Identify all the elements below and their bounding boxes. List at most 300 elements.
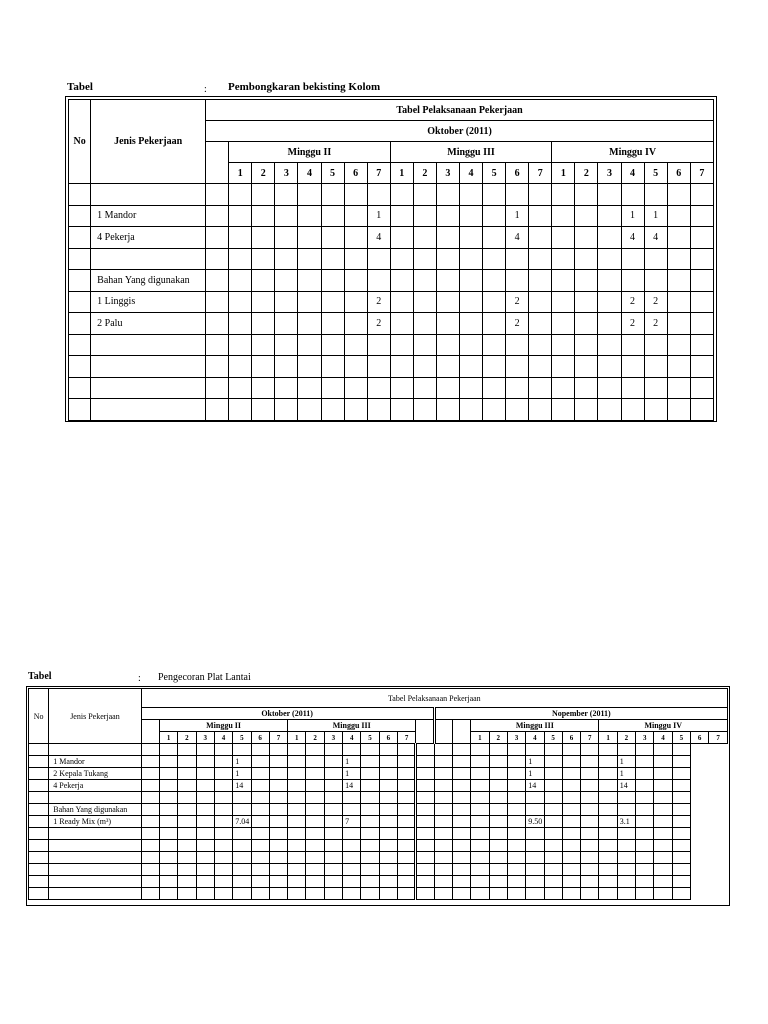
row-value <box>672 876 690 888</box>
table2-frame <box>26 686 730 906</box>
row-value <box>598 399 621 421</box>
row-job-name: Bahan Yang digunakan <box>91 270 206 292</box>
day-header: 3 <box>436 163 459 184</box>
row-job-name <box>49 876 141 888</box>
row-value <box>413 291 436 313</box>
row-value <box>288 792 306 804</box>
row-value <box>599 828 617 840</box>
row-value <box>552 227 575 249</box>
row-value <box>544 804 562 816</box>
row-value <box>672 828 690 840</box>
row-value <box>526 876 544 888</box>
row-value <box>141 828 159 840</box>
row-job-name <box>49 888 141 900</box>
row-value <box>599 744 617 756</box>
row-value <box>252 313 275 335</box>
table-row <box>29 744 728 756</box>
row-value <box>690 248 713 270</box>
row-value <box>269 876 287 888</box>
row-value <box>544 744 562 756</box>
row-job-name: 1 Linggis <box>91 291 206 313</box>
row-value <box>434 828 452 840</box>
row-value <box>269 888 287 900</box>
row-value <box>552 334 575 356</box>
row-value <box>298 399 321 421</box>
row-value <box>459 399 482 421</box>
day-header: 3 <box>507 732 525 744</box>
row-value <box>413 270 436 292</box>
row-value <box>178 852 196 864</box>
row-value <box>367 248 390 270</box>
row-value <box>452 804 470 816</box>
day-header: 2 <box>575 163 598 184</box>
row-spacer <box>206 205 229 227</box>
day-header: 6 <box>506 163 529 184</box>
row-value <box>452 780 470 792</box>
row-value <box>598 356 621 378</box>
row-value <box>483 205 506 227</box>
row-value <box>229 313 252 335</box>
row-value <box>344 377 367 399</box>
row-no <box>69 313 91 335</box>
row-value <box>506 377 529 399</box>
row-value <box>483 248 506 270</box>
row-value <box>229 205 252 227</box>
row-value <box>489 888 507 900</box>
row-value <box>344 356 367 378</box>
row-value: 1 <box>644 205 667 227</box>
row-value <box>344 313 367 335</box>
row-value <box>379 876 397 888</box>
row-value <box>599 816 617 828</box>
row-value <box>459 291 482 313</box>
row-job-name <box>49 840 141 852</box>
table-row <box>29 768 728 780</box>
row-value <box>489 828 507 840</box>
row-no <box>29 864 49 876</box>
row-value <box>178 792 196 804</box>
day-header: 6 <box>667 163 690 184</box>
job-header: Jenis Pekerjaan <box>91 100 206 184</box>
row-value <box>436 248 459 270</box>
row-value <box>459 313 482 335</box>
row-value <box>575 377 598 399</box>
row-value <box>361 768 379 780</box>
row-value <box>252 227 275 249</box>
row-value <box>361 792 379 804</box>
row-value <box>344 248 367 270</box>
row-value <box>141 840 159 852</box>
row-value <box>344 399 367 421</box>
row-value <box>229 270 252 292</box>
row-value <box>321 334 344 356</box>
row-value <box>298 291 321 313</box>
row-value <box>269 864 287 876</box>
table-row <box>29 816 728 828</box>
row-value <box>398 756 416 768</box>
row-spacer <box>206 334 229 356</box>
day-header: 3 <box>636 732 654 744</box>
row-value <box>141 768 159 780</box>
row-value: 14 <box>617 780 635 792</box>
row-value <box>599 804 617 816</box>
row-value <box>390 334 413 356</box>
row-value <box>434 852 452 864</box>
row-value <box>178 744 196 756</box>
row-value <box>379 780 397 792</box>
row-value <box>398 864 416 876</box>
row-value: 4 <box>621 227 644 249</box>
row-value <box>599 840 617 852</box>
row-value <box>275 356 298 378</box>
row-value <box>690 184 713 206</box>
row-value <box>489 864 507 876</box>
row-value <box>416 780 434 792</box>
row-value <box>214 816 232 828</box>
row-value: 2 <box>621 291 644 313</box>
row-spacer <box>206 356 229 378</box>
row-job-name: 2 Palu <box>91 313 206 335</box>
row-value <box>233 888 251 900</box>
row-value <box>690 270 713 292</box>
row-value <box>275 291 298 313</box>
row-value <box>298 270 321 292</box>
row-value <box>581 792 599 804</box>
row-value <box>636 756 654 768</box>
row-value <box>214 756 232 768</box>
row-value <box>141 864 159 876</box>
row-value <box>361 888 379 900</box>
row-value: 1 <box>526 756 544 768</box>
row-value <box>252 377 275 399</box>
row-value <box>667 313 690 335</box>
row-job-name: 1 Mandor <box>91 205 206 227</box>
row-value <box>654 816 672 828</box>
row-value <box>690 399 713 421</box>
day-header: 1 <box>390 163 413 184</box>
row-value <box>672 840 690 852</box>
row-value <box>452 876 470 888</box>
row-value <box>654 804 672 816</box>
row-value <box>324 840 342 852</box>
row-value <box>581 864 599 876</box>
row-value <box>306 756 324 768</box>
row-value <box>178 864 196 876</box>
row-value <box>471 804 489 816</box>
row-value <box>252 205 275 227</box>
row-value <box>644 399 667 421</box>
row-value <box>489 768 507 780</box>
row-value <box>436 291 459 313</box>
row-value <box>379 852 397 864</box>
row-value <box>507 756 525 768</box>
row-value <box>390 356 413 378</box>
row-value: 1 <box>621 205 644 227</box>
row-value <box>636 888 654 900</box>
row-value <box>471 828 489 840</box>
row-value <box>361 804 379 816</box>
row-no <box>69 184 91 206</box>
row-value <box>617 852 635 864</box>
row-value <box>269 840 287 852</box>
row-value <box>672 756 690 768</box>
row-value <box>324 768 342 780</box>
row-value <box>288 780 306 792</box>
row-value <box>459 334 482 356</box>
row-value <box>214 792 232 804</box>
row-value: 14 <box>343 780 361 792</box>
row-value <box>390 291 413 313</box>
row-value <box>214 864 232 876</box>
row-value <box>459 184 482 206</box>
row-value <box>506 270 529 292</box>
row-value <box>617 840 635 852</box>
row-value <box>434 840 452 852</box>
row-value <box>269 828 287 840</box>
day-header: 1 <box>229 163 252 184</box>
day-header: 3 <box>324 732 342 744</box>
row-value <box>416 768 434 780</box>
row-spacer <box>206 184 229 206</box>
row-value <box>507 792 525 804</box>
row-value <box>251 804 269 816</box>
row-value <box>416 828 434 840</box>
table-row <box>69 184 714 206</box>
row-value: 2 <box>506 313 529 335</box>
row-value <box>361 840 379 852</box>
row-value <box>288 864 306 876</box>
row-value <box>581 780 599 792</box>
row-value <box>390 377 413 399</box>
row-value <box>483 227 506 249</box>
row-value <box>321 205 344 227</box>
row-value <box>483 291 506 313</box>
row-value <box>599 768 617 780</box>
row-value <box>214 780 232 792</box>
day-header: 2 <box>178 732 196 744</box>
row-value <box>672 780 690 792</box>
row-spacer <box>206 291 229 313</box>
row-value <box>275 184 298 206</box>
row-no <box>29 852 49 864</box>
row-value <box>617 804 635 816</box>
row-value <box>644 184 667 206</box>
row-value <box>398 768 416 780</box>
row-value <box>489 804 507 816</box>
day-header: 4 <box>459 163 482 184</box>
row-value <box>654 792 672 804</box>
table-row <box>29 792 728 804</box>
row-value <box>581 888 599 900</box>
row-value <box>667 270 690 292</box>
row-value <box>275 227 298 249</box>
row-value <box>471 840 489 852</box>
row-value <box>390 205 413 227</box>
week-header: Minggu II <box>229 142 391 163</box>
row-value <box>459 377 482 399</box>
row-value <box>436 377 459 399</box>
row-value <box>367 184 390 206</box>
month-header: Nopember (2011) <box>434 708 727 720</box>
row-value <box>196 756 214 768</box>
row-value <box>390 227 413 249</box>
row-value <box>379 840 397 852</box>
row-value <box>489 852 507 864</box>
row-value: 3.1 <box>617 816 635 828</box>
row-value <box>544 816 562 828</box>
row-value <box>229 248 252 270</box>
day-header: 5 <box>321 163 344 184</box>
row-value <box>672 768 690 780</box>
row-value <box>233 840 251 852</box>
row-value <box>252 248 275 270</box>
row-value <box>233 864 251 876</box>
row-value <box>416 888 434 900</box>
row-no <box>69 291 91 313</box>
row-value <box>599 756 617 768</box>
row-value <box>452 744 470 756</box>
row-value <box>269 852 287 864</box>
row-value <box>636 852 654 864</box>
row-value <box>434 888 452 900</box>
row-value <box>298 227 321 249</box>
row-value <box>344 270 367 292</box>
row-value <box>416 876 434 888</box>
row-value <box>251 792 269 804</box>
row-job-name: 4 Pekerja <box>91 227 206 249</box>
row-value <box>581 876 599 888</box>
row-value <box>390 313 413 335</box>
row-value <box>229 334 252 356</box>
row-value <box>552 248 575 270</box>
row-value <box>621 399 644 421</box>
row-value <box>269 756 287 768</box>
table-row <box>29 828 728 840</box>
row-no <box>29 768 49 780</box>
row-value <box>529 270 552 292</box>
row-value <box>251 828 269 840</box>
row-value <box>288 828 306 840</box>
row-value <box>471 792 489 804</box>
row-value <box>529 399 552 421</box>
row-value <box>298 184 321 206</box>
row-value <box>196 744 214 756</box>
week-header: Minggu IV <box>552 142 714 163</box>
row-value <box>288 756 306 768</box>
day-header: 5 <box>233 732 251 744</box>
row-value <box>141 816 159 828</box>
day-header: 4 <box>343 732 361 744</box>
row-value <box>529 313 552 335</box>
row-value <box>598 291 621 313</box>
row-value <box>398 828 416 840</box>
row-value <box>141 780 159 792</box>
row-value <box>214 828 232 840</box>
row-value <box>434 756 452 768</box>
table-row <box>29 876 728 888</box>
row-value <box>621 184 644 206</box>
row-value <box>452 768 470 780</box>
table1-frame <box>65 96 717 422</box>
row-value <box>544 792 562 804</box>
day-header: 7 <box>690 163 713 184</box>
row-value <box>251 744 269 756</box>
row-value <box>636 816 654 828</box>
row-value <box>413 356 436 378</box>
row-no <box>29 888 49 900</box>
row-value <box>544 780 562 792</box>
gap-cell <box>434 720 452 744</box>
row-value <box>562 888 580 900</box>
row-value <box>526 792 544 804</box>
spacer-cell <box>141 720 159 744</box>
row-value <box>459 356 482 378</box>
gap-cell <box>452 720 470 744</box>
row-job-name <box>49 828 141 840</box>
table-row <box>69 399 714 421</box>
row-value <box>434 864 452 876</box>
row-value <box>581 756 599 768</box>
table-row <box>29 864 728 876</box>
row-value <box>416 744 434 756</box>
row-value <box>196 840 214 852</box>
row-value <box>452 756 470 768</box>
row-value <box>581 768 599 780</box>
row-value <box>672 804 690 816</box>
row-value <box>690 334 713 356</box>
row-value <box>654 840 672 852</box>
row-value <box>562 768 580 780</box>
row-value: 9.50 <box>526 816 544 828</box>
row-value <box>489 840 507 852</box>
row-value: 1 <box>526 768 544 780</box>
row-value <box>306 780 324 792</box>
row-value <box>636 828 654 840</box>
row-value <box>413 399 436 421</box>
day-header: 5 <box>644 163 667 184</box>
day-header: 2 <box>252 163 275 184</box>
row-value <box>298 356 321 378</box>
day-header: 4 <box>298 163 321 184</box>
row-value <box>324 852 342 864</box>
row-value <box>452 840 470 852</box>
row-value <box>398 888 416 900</box>
row-value <box>416 816 434 828</box>
row-value <box>413 184 436 206</box>
row-value <box>562 744 580 756</box>
row-value <box>598 248 621 270</box>
row-value <box>298 334 321 356</box>
day-header: 3 <box>275 163 298 184</box>
row-value <box>483 377 506 399</box>
row-no <box>69 205 91 227</box>
row-value <box>361 756 379 768</box>
row-value <box>416 804 434 816</box>
row-value <box>636 804 654 816</box>
row-job-name <box>49 744 141 756</box>
row-value <box>298 205 321 227</box>
row-value <box>667 227 690 249</box>
row-value <box>343 804 361 816</box>
row-value <box>598 205 621 227</box>
row-value <box>459 248 482 270</box>
row-value <box>690 291 713 313</box>
row-value <box>667 248 690 270</box>
row-value: 2 <box>621 313 644 335</box>
row-value <box>343 864 361 876</box>
row-value: 1 <box>367 205 390 227</box>
row-value <box>159 888 177 900</box>
